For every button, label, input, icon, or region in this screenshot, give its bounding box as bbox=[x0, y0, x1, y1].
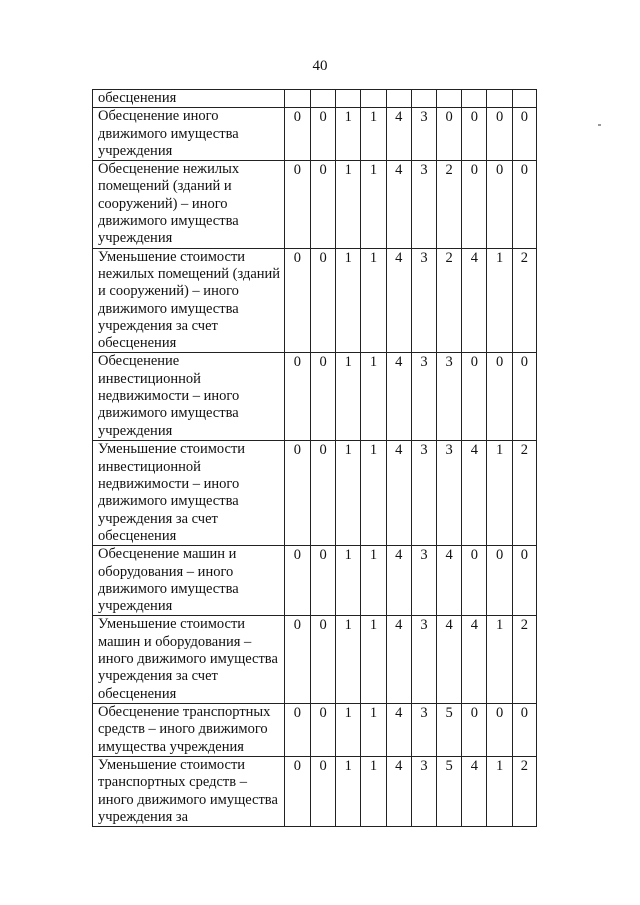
operation-label: Обесценение инвестиционной недвижимости – иного движимого имущества учреждения bbox=[93, 353, 285, 441]
code-digit-cell: 3 bbox=[437, 441, 462, 546]
code-digit-cell: 0 bbox=[310, 546, 335, 616]
code-digit-cell: 0 bbox=[512, 546, 536, 616]
code-digit-cell: 3 bbox=[411, 756, 436, 826]
code-digit-cell: 0 bbox=[512, 161, 536, 248]
code-digit-cell: 0 bbox=[284, 248, 310, 353]
table-body bbox=[93, 90, 537, 827]
code-digit-cell: 4 bbox=[386, 703, 411, 756]
code-digit-cell bbox=[284, 90, 310, 108]
code-digit-cell: 4 bbox=[462, 248, 487, 353]
code-digit-cell: 3 bbox=[437, 353, 462, 441]
code-digit-cell: 0 bbox=[284, 161, 310, 248]
operation-label: Обесценение машин и оборудования – иного движимого имущества учреждения bbox=[93, 546, 285, 616]
code-digit-cell: 1 bbox=[487, 248, 512, 353]
code-digit-cell: 4 bbox=[386, 546, 411, 616]
code-digit-cell: 1 bbox=[336, 108, 361, 161]
code-digit-cell: 0 bbox=[462, 161, 487, 248]
code-digit-cell: 3 bbox=[411, 353, 436, 441]
code-digit-cell: 5 bbox=[437, 756, 462, 826]
code-digit-cell: 4 bbox=[386, 353, 411, 441]
operation-label: Обесценение нежилых помещений (зданий и сооружений) – иного движимого имущества учреждения bbox=[93, 161, 285, 248]
code-digit-cell: 3 bbox=[411, 616, 436, 703]
code-digit-cell: 0 bbox=[462, 546, 487, 616]
code-digit-cell: 1 bbox=[487, 441, 512, 546]
table-row bbox=[93, 353, 537, 441]
code-digit-cell: 0 bbox=[487, 703, 512, 756]
code-digit-cell: 1 bbox=[336, 703, 361, 756]
code-digit-cell: 4 bbox=[386, 108, 411, 161]
code-digit-cell: 1 bbox=[361, 108, 386, 161]
code-digit-cell: 1 bbox=[336, 353, 361, 441]
table-row bbox=[93, 616, 537, 703]
code-digit-cell: 1 bbox=[361, 161, 386, 248]
table-row bbox=[93, 108, 537, 161]
code-digit-cell: 5 bbox=[437, 703, 462, 756]
code-digit-cell: 0 bbox=[284, 616, 310, 703]
code-digit-cell: 0 bbox=[284, 546, 310, 616]
code-digit-cell: 1 bbox=[336, 248, 361, 353]
code-digit-cell bbox=[462, 90, 487, 108]
code-digit-cell bbox=[512, 90, 536, 108]
code-digit-cell: 3 bbox=[411, 161, 436, 248]
code-digit-cell: 0 bbox=[284, 441, 310, 546]
table-row bbox=[93, 703, 537, 756]
code-digit-cell: 3 bbox=[411, 248, 436, 353]
code-digit-cell: 0 bbox=[487, 161, 512, 248]
code-digit-cell: 1 bbox=[361, 248, 386, 353]
code-digit-cell bbox=[487, 90, 512, 108]
code-digit-cell: 4 bbox=[386, 441, 411, 546]
code-digit-cell: 4 bbox=[386, 248, 411, 353]
code-digit-cell: 2 bbox=[512, 756, 536, 826]
code-digit-cell bbox=[361, 90, 386, 108]
code-digit-cell: 4 bbox=[437, 546, 462, 616]
code-digit-cell: 0 bbox=[487, 108, 512, 161]
code-digit-cell: 1 bbox=[336, 546, 361, 616]
code-digit-cell: 4 bbox=[437, 616, 462, 703]
code-digit-cell: 0 bbox=[284, 108, 310, 161]
code-digit-cell: 0 bbox=[512, 108, 536, 161]
code-digit-cell: 4 bbox=[386, 756, 411, 826]
code-digit-cell: 4 bbox=[462, 441, 487, 546]
code-digit-cell: 0 bbox=[512, 703, 536, 756]
code-digit-cell: 0 bbox=[284, 703, 310, 756]
scan-speck bbox=[598, 124, 601, 126]
code-digit-cell: 2 bbox=[437, 248, 462, 353]
code-digit-cell: 1 bbox=[336, 441, 361, 546]
code-digit-cell bbox=[437, 90, 462, 108]
code-digit-cell: 0 bbox=[462, 108, 487, 161]
operation-label: Обесценение транспортных средств – иного движимого имущества учреждения bbox=[93, 703, 285, 756]
code-digit-cell: 1 bbox=[361, 441, 386, 546]
code-digit-cell: 1 bbox=[361, 616, 386, 703]
code-digit-cell: 1 bbox=[361, 703, 386, 756]
account-code-table bbox=[92, 89, 537, 827]
code-digit-cell: 3 bbox=[411, 546, 436, 616]
code-digit-cell: 0 bbox=[512, 353, 536, 441]
code-digit-cell: 1 bbox=[361, 353, 386, 441]
code-digit-cell: 1 bbox=[336, 616, 361, 703]
code-digit-cell: 4 bbox=[386, 616, 411, 703]
code-digit-cell: 1 bbox=[361, 546, 386, 616]
code-digit-cell: 4 bbox=[462, 616, 487, 703]
code-digit-cell: 0 bbox=[462, 703, 487, 756]
code-digit-cell: 0 bbox=[310, 161, 335, 248]
operation-label: Обесценение иного движимого имущества учреждения bbox=[93, 108, 285, 161]
code-digit-cell: 0 bbox=[437, 108, 462, 161]
code-digit-cell bbox=[310, 90, 335, 108]
operation-label: Уменьшение стоимости нежилых помещений (зданий и сооружений) – иного движимого имущества учреждения за счет обесценения bbox=[93, 248, 285, 353]
code-digit-cell: 2 bbox=[512, 441, 536, 546]
code-digit-cell: 1 bbox=[336, 756, 361, 826]
code-digit-cell: 1 bbox=[336, 161, 361, 248]
code-digit-cell bbox=[386, 90, 411, 108]
code-digit-cell: 0 bbox=[310, 616, 335, 703]
code-digit-cell: 4 bbox=[386, 161, 411, 248]
table-row bbox=[93, 441, 537, 546]
code-digit-cell: 0 bbox=[487, 353, 512, 441]
code-digit-cell: 0 bbox=[310, 703, 335, 756]
code-digit-cell: 0 bbox=[310, 108, 335, 161]
table-row bbox=[93, 161, 537, 248]
operation-label: Уменьшение стоимости транспортных средств – иного движимого имущества учреждения за bbox=[93, 756, 285, 826]
table-row bbox=[93, 756, 537, 826]
code-digit-cell: 0 bbox=[284, 353, 310, 441]
code-digit-cell bbox=[336, 90, 361, 108]
table-row bbox=[93, 546, 537, 616]
code-digit-cell: 1 bbox=[361, 756, 386, 826]
code-digit-cell: 4 bbox=[462, 756, 487, 826]
code-digit-cell: 1 bbox=[487, 756, 512, 826]
code-digit-cell: 3 bbox=[411, 703, 436, 756]
table-row bbox=[93, 90, 537, 108]
code-digit-cell: 0 bbox=[310, 353, 335, 441]
code-digit-cell: 0 bbox=[487, 546, 512, 616]
code-digit-cell: 0 bbox=[310, 756, 335, 826]
code-digit-cell: 0 bbox=[310, 248, 335, 353]
code-digit-cell: 2 bbox=[512, 616, 536, 703]
table-row bbox=[93, 248, 537, 353]
operation-label: Уменьшение стоимости инвестиционной недвижимости – иного движимого имущества учреждения за счет обесценения bbox=[93, 441, 285, 546]
code-digit-cell: 3 bbox=[411, 108, 436, 161]
code-digit-cell: 1 bbox=[487, 616, 512, 703]
code-digit-cell: 2 bbox=[512, 248, 536, 353]
code-digit-cell: 0 bbox=[284, 756, 310, 826]
code-digit-cell: 0 bbox=[310, 441, 335, 546]
code-digit-cell bbox=[411, 90, 436, 108]
code-digit-cell: 2 bbox=[437, 161, 462, 248]
operation-label: Уменьшение стоимости машин и оборудования – иного движимого имущества учреждения за счет обесценения bbox=[93, 616, 285, 703]
operation-label: обесценения bbox=[93, 90, 285, 108]
code-digit-cell: 3 bbox=[411, 441, 436, 546]
page-number: 40 bbox=[312, 58, 328, 74]
code-digit-cell: 0 bbox=[462, 353, 487, 441]
